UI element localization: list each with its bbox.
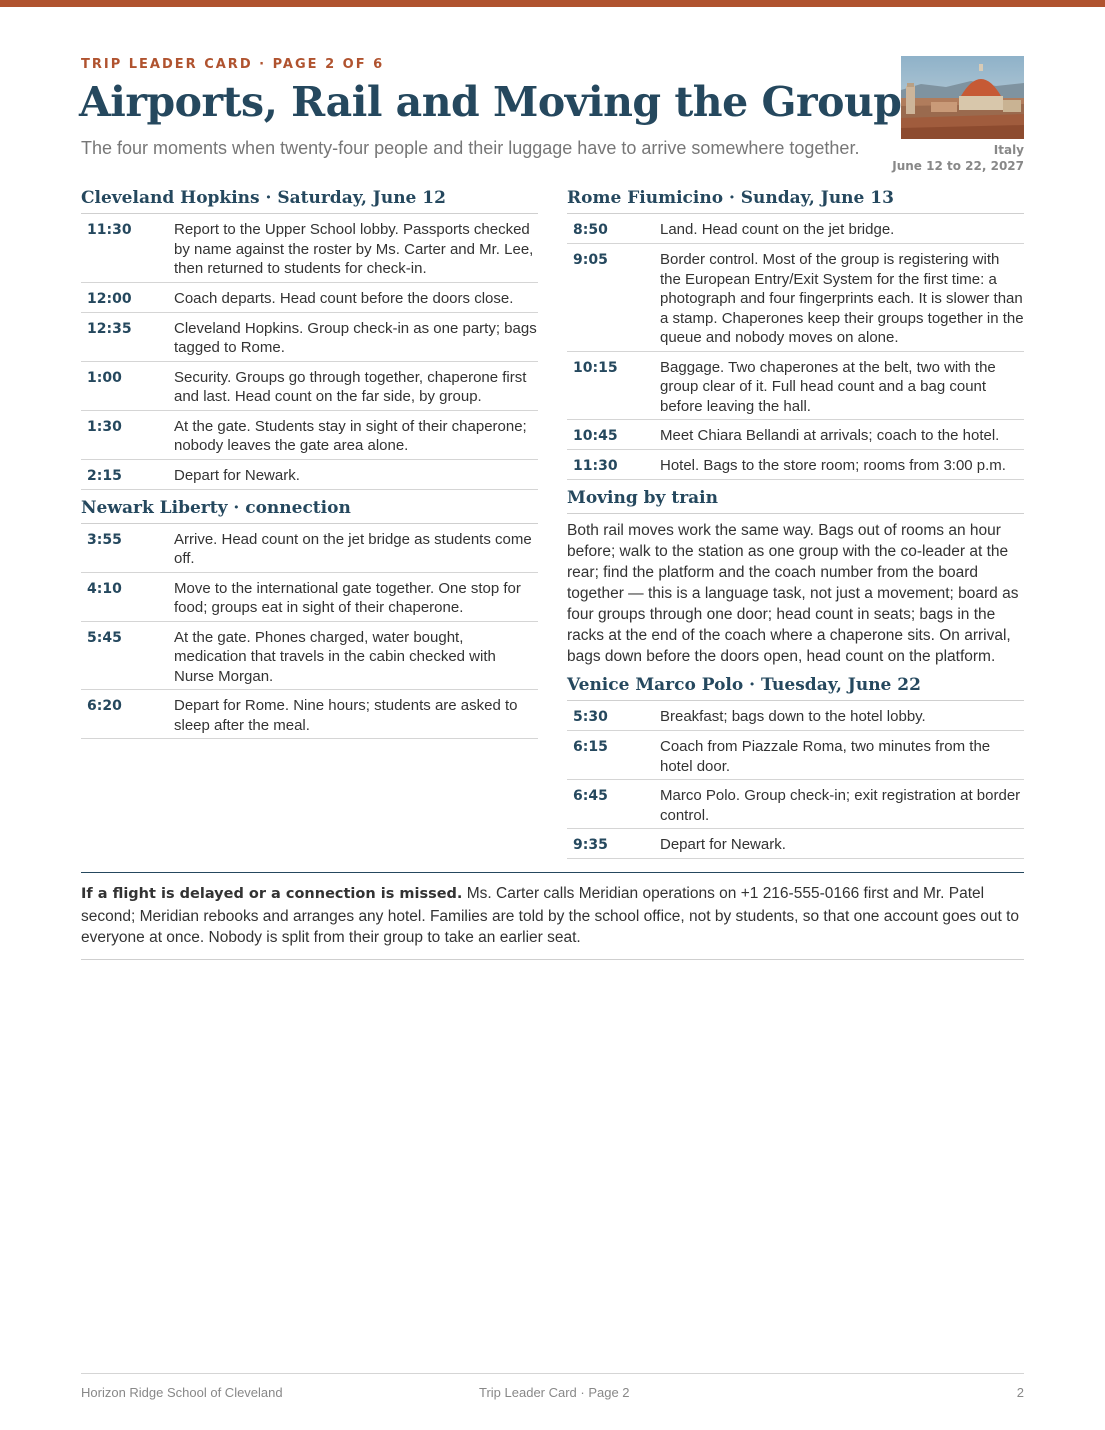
schedule-row	[81, 573, 538, 622]
section-heading: Rome Fiumicino · Sunday, June 13	[567, 188, 1024, 214]
description-cell: Move to the international gate together. One stop for food; groups eat in sight of their chaperone.	[174, 579, 521, 616]
schedule-row	[81, 524, 538, 573]
schedule-row	[81, 460, 538, 490]
delay-text: Ms. Carter calls Meridian operations on +1 216-555-0166 first and Mr. Patel second; Meridian rebooks and arranges any hotel. Families are told by the school office, not by students, so that one account goes out to everyone at once. Nobody is split from their group to take an earlier seat.	[81, 885, 1020, 946]
schedule-table	[567, 701, 1024, 859]
cleveland-section	[81, 188, 538, 490]
section-heading: Cleveland Hopkins · Saturday, June 12	[81, 188, 538, 214]
schedule-row	[81, 362, 538, 411]
schedule-row	[81, 214, 538, 283]
footer-page-number: 2	[1016, 1385, 1024, 1400]
footer	[81, 1373, 1024, 1400]
description-cell: Breakfast; bags down to the hotel lobby.	[660, 708, 926, 725]
description-cell: Coach from Piazzale Roma, two minutes from the hotel door.	[660, 738, 991, 775]
schedule-table	[81, 524, 538, 740]
top-accent-bar	[0, 0, 1105, 7]
time-cell: 6:15	[573, 739, 608, 755]
schedule-row	[81, 411, 538, 460]
time-cell: 11:30	[573, 458, 618, 474]
time-cell: 11:30	[87, 222, 132, 238]
description-cell: Depart for Rome. Nine hours; students are asked to sleep after the meal.	[174, 697, 518, 734]
destination: Italy	[993, 143, 1024, 157]
schedule-row	[567, 214, 1024, 244]
schedule-row	[567, 244, 1024, 352]
description-cell: Depart for Newark.	[660, 836, 786, 853]
schedule-row	[81, 622, 538, 691]
schedule-row	[567, 731, 1024, 780]
trip-dates: June 12 to 22, 2027	[892, 159, 1024, 173]
description-cell: Meet Chiara Bellandi at arrivals; coach to the hotel.	[660, 427, 1000, 444]
rome-section	[567, 188, 1024, 480]
schedule-row	[567, 829, 1024, 859]
description-cell: Cleveland Hopkins. Group check-in as one party; bags tagged to Rome.	[174, 319, 537, 356]
schedule-row	[567, 420, 1024, 450]
newark-section	[81, 498, 538, 740]
time-cell: 12:35	[87, 320, 132, 337]
train-paragraph: Both rail moves work the same way. Bags out of rooms an hour before; walk to the station as one group with the co-leader at the rear; find the platform and the coach number from the board together — this is a language task, not just a movement; board as four groups through one door; head count in seats; bags in the racks at the end of the coach where a chaperone sits. On arrival, bags down before the doors open, head count on the platform.	[567, 522, 1019, 665]
time-cell: 10:45	[573, 428, 618, 444]
schedule-row	[567, 780, 1024, 829]
schedule-row	[81, 690, 538, 739]
schedule-row	[567, 352, 1024, 421]
description-cell: Coach departs. Head count before the doors close.	[174, 289, 514, 307]
description-cell: Arrive. Head count on the jet bridge as students come off.	[174, 530, 532, 567]
footer-school: Horizon Ridge School of Cleveland	[81, 1385, 283, 1400]
time-cell: 10:15	[573, 359, 618, 376]
time-cell: 2:15	[87, 467, 122, 484]
time-cell: 1:00	[87, 369, 122, 386]
train-section	[567, 488, 1024, 667]
time-cell: 5:45	[87, 629, 122, 646]
florence-photo	[901, 56, 1024, 139]
schedule-table	[567, 214, 1024, 480]
description-cell: Border control. Most of the group is registering with the European Entry/Exit System for the first time: a photograph and four fingerprints each. It is slower than a stamp. Chaperones keep their groups together in the queue and nobody moves on alone.	[660, 251, 1024, 346]
time-cell: 6:45	[573, 788, 608, 804]
page-subtitle: The four moments when twenty-four people and their luggage have to arrive somewhere together.	[81, 138, 860, 158]
delay-lead: If a flight is delayed or a connection is missed.	[81, 886, 463, 902]
description-cell: Land. Head count on the jet bridge.	[660, 221, 895, 238]
description-cell: Hotel. Bags to the store room; rooms from 3:00 p.m.	[660, 457, 1006, 474]
description-cell: At the gate. Phones charged, water bought, medication that travels in the cabin checked with Nurse Morgan.	[174, 628, 496, 685]
time-cell: 5:30	[573, 709, 608, 725]
section-heading: Newark Liberty · connection	[81, 498, 538, 524]
description-cell: Security. Groups go through together, chaperone first and last. Head count on the far side, by group.	[174, 368, 527, 405]
schedule-row	[81, 283, 538, 313]
time-cell: 3:55	[87, 531, 122, 548]
time-cell: 1:30	[87, 418, 122, 435]
time-cell: 8:50	[573, 222, 608, 238]
section-heading: Venice Marco Polo · Tuesday, June 22	[567, 675, 1024, 701]
schedule-row	[81, 313, 538, 362]
section-heading: Moving by train	[567, 488, 1024, 514]
description-cell: Marco Polo. Group check-in; exit registration at border control.	[660, 787, 1021, 824]
eyebrow: TRIP LEADER CARD · PAGE 2 OF 6	[81, 57, 385, 72]
description-cell: At the gate. Students stay in sight of their chaperone; nobody leaves the gate area alone.	[174, 417, 527, 454]
schedule-table	[81, 214, 538, 490]
schedule-row	[567, 701, 1024, 731]
left-column	[81, 188, 538, 745]
schedule-row	[567, 450, 1024, 480]
time-cell: 4:10	[87, 580, 122, 597]
time-cell: 12:00	[87, 290, 132, 307]
description-cell: Report to the Upper School lobby. Passports checked by name against the roster by Ms. Carter and Mr. Lee, then returned to students for check-in.	[174, 221, 534, 277]
delay-note	[81, 872, 1024, 960]
venice-section	[567, 675, 1024, 859]
description-cell: Baggage. Two chaperones at the belt, two with the group clear of it. Full head count and a bag count before leaving the hall.	[660, 358, 996, 415]
footer-card: Trip Leader Card · Page 2	[479, 1385, 630, 1400]
time-cell: 6:20	[87, 698, 122, 714]
trip-meta	[892, 142, 1024, 174]
time-cell: 9:05	[573, 252, 608, 268]
right-column	[567, 188, 1024, 865]
description-cell: Depart for Newark.	[174, 466, 300, 484]
page-title: Airports, Rail and Moving the Group	[79, 78, 902, 126]
time-cell: 9:35	[573, 837, 608, 853]
